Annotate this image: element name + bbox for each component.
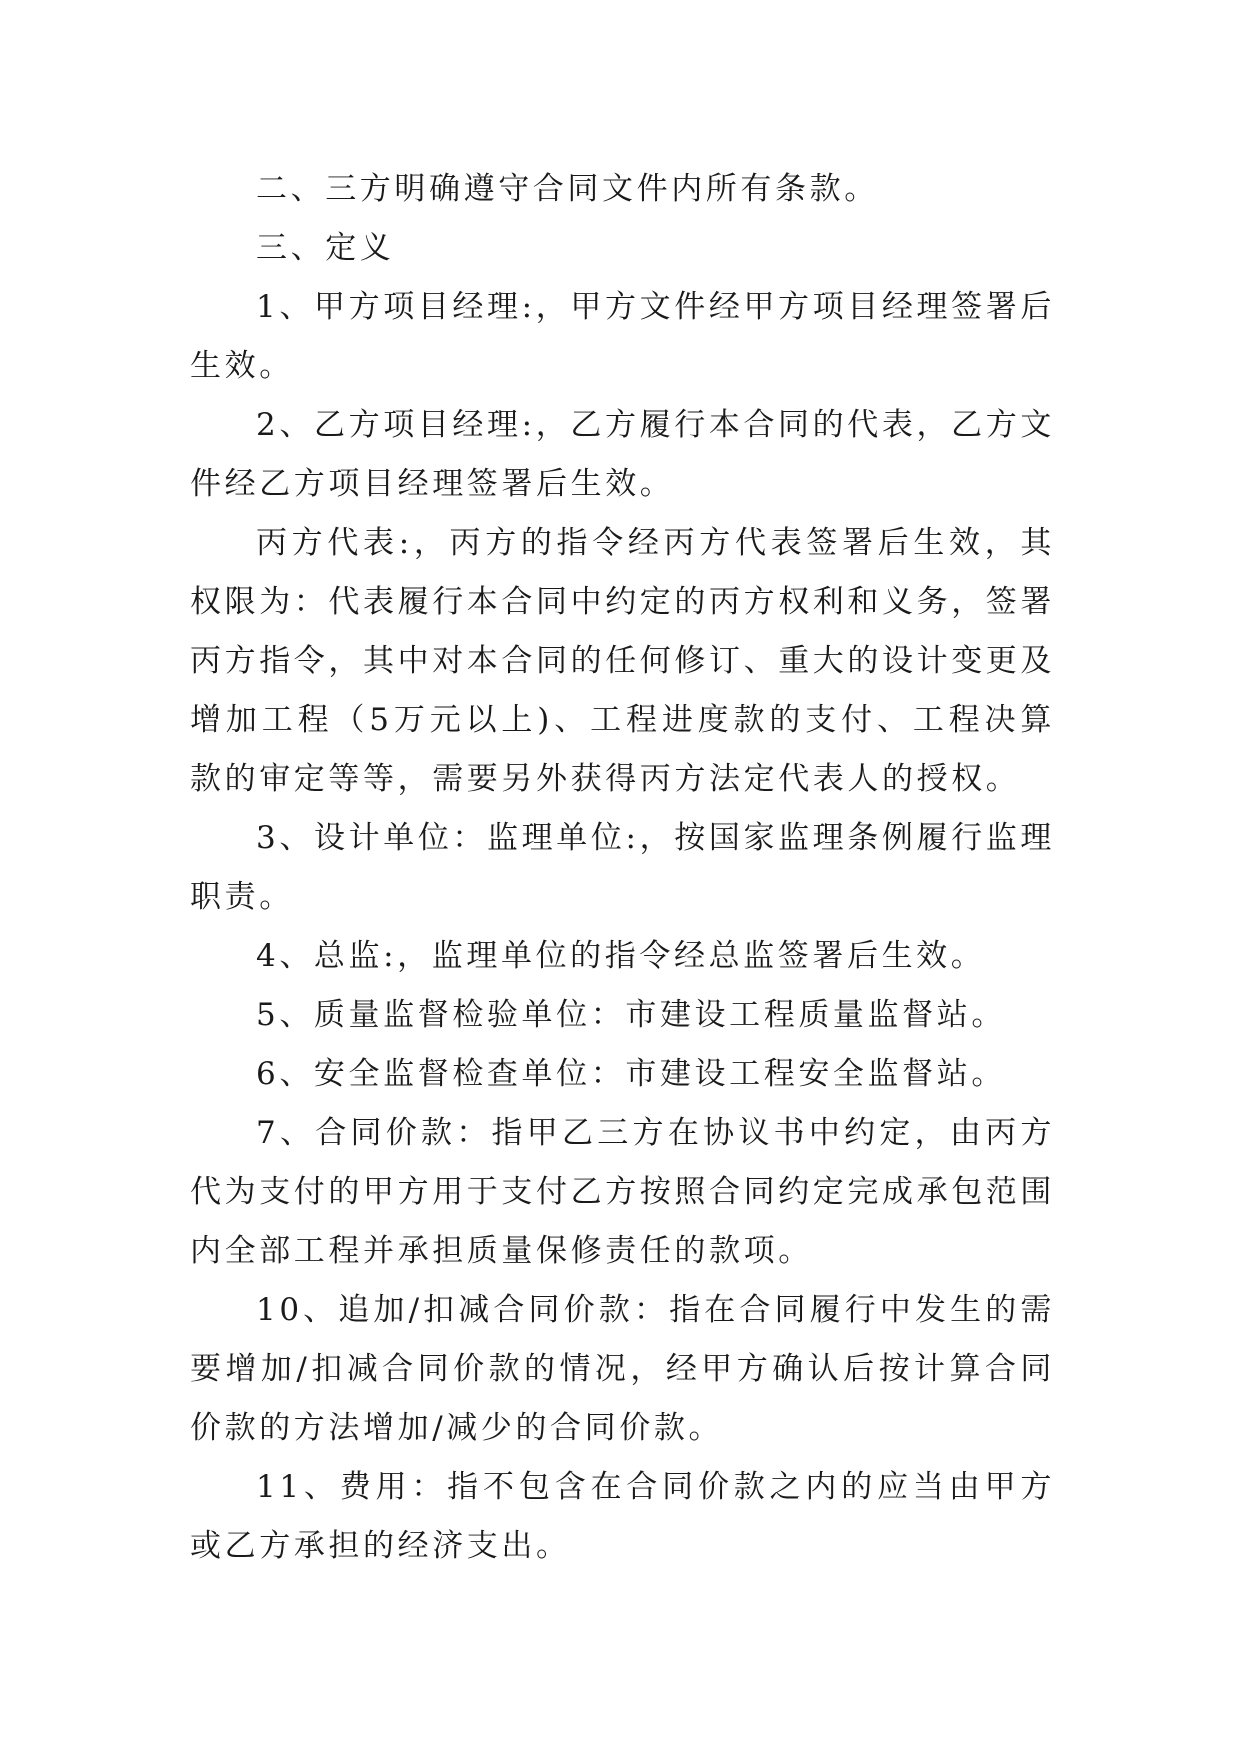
paragraph-party-a-manager: 1、甲方项目经理:，甲方文件经甲方项目经理签署后生效。 [190, 289, 1055, 384]
paragraph-definitions-heading: 三、定义 [256, 230, 395, 266]
paragraph-compliance: 二、三方明确遵守合同文件内所有条款。 [256, 171, 879, 207]
document-body [190, 160, 1055, 1576]
paragraph-price-adjustment: 10、追加/扣减合同价款：指在合同履行中发生的需要增加/扣减合同价款的情况，经甲方确认后按计算合同价款的方法增加/减少的合同价款。 [190, 1292, 1055, 1446]
paragraph-contract-price: 7、合同价款：指甲乙三方在协议书中约定，由丙方代为支付的甲方用于支付乙方按照合同约定完成承包范围内全部工程并承担质量保修责任的款项。 [190, 1115, 1055, 1269]
paragraph-design-supervision-unit: 3、设计单位：监理单位:，按国家监理条例履行监理职责。 [190, 820, 1055, 915]
paragraph-party-b-manager: 2、乙方项目经理:，乙方履行本合同的代表，乙方文件经乙方项目经理签署后生效。 [190, 407, 1055, 502]
paragraph-expenses: 11、费用：指不包含在合同价款之内的应当由甲方或乙方承担的经济支出。 [190, 1469, 1055, 1564]
paragraph-safety-inspection-unit: 6、安全监督检查单位：市建设工程安全监督站。 [256, 1056, 1006, 1092]
paragraph-chief-supervisor: 4、总监:，监理单位的指令经总监签署后生效。 [256, 938, 986, 974]
paragraph-party-c-representative: 丙方代表:，丙方的指令经丙方代表签署后生效，其权限为：代表履行本合同中约定的丙方权利和义务，签署丙方指令，其中对本合同的任何修订、重大的设计变更及增加工程（5万元以上)、工程进度款的支付、工程决算款的审定等等，需要另外获得丙方法定代表人的授权。 [190, 525, 1055, 797]
paragraph-quality-inspection-unit: 5、质量监督检验单位：市建设工程质量监督站。 [256, 997, 1006, 1033]
